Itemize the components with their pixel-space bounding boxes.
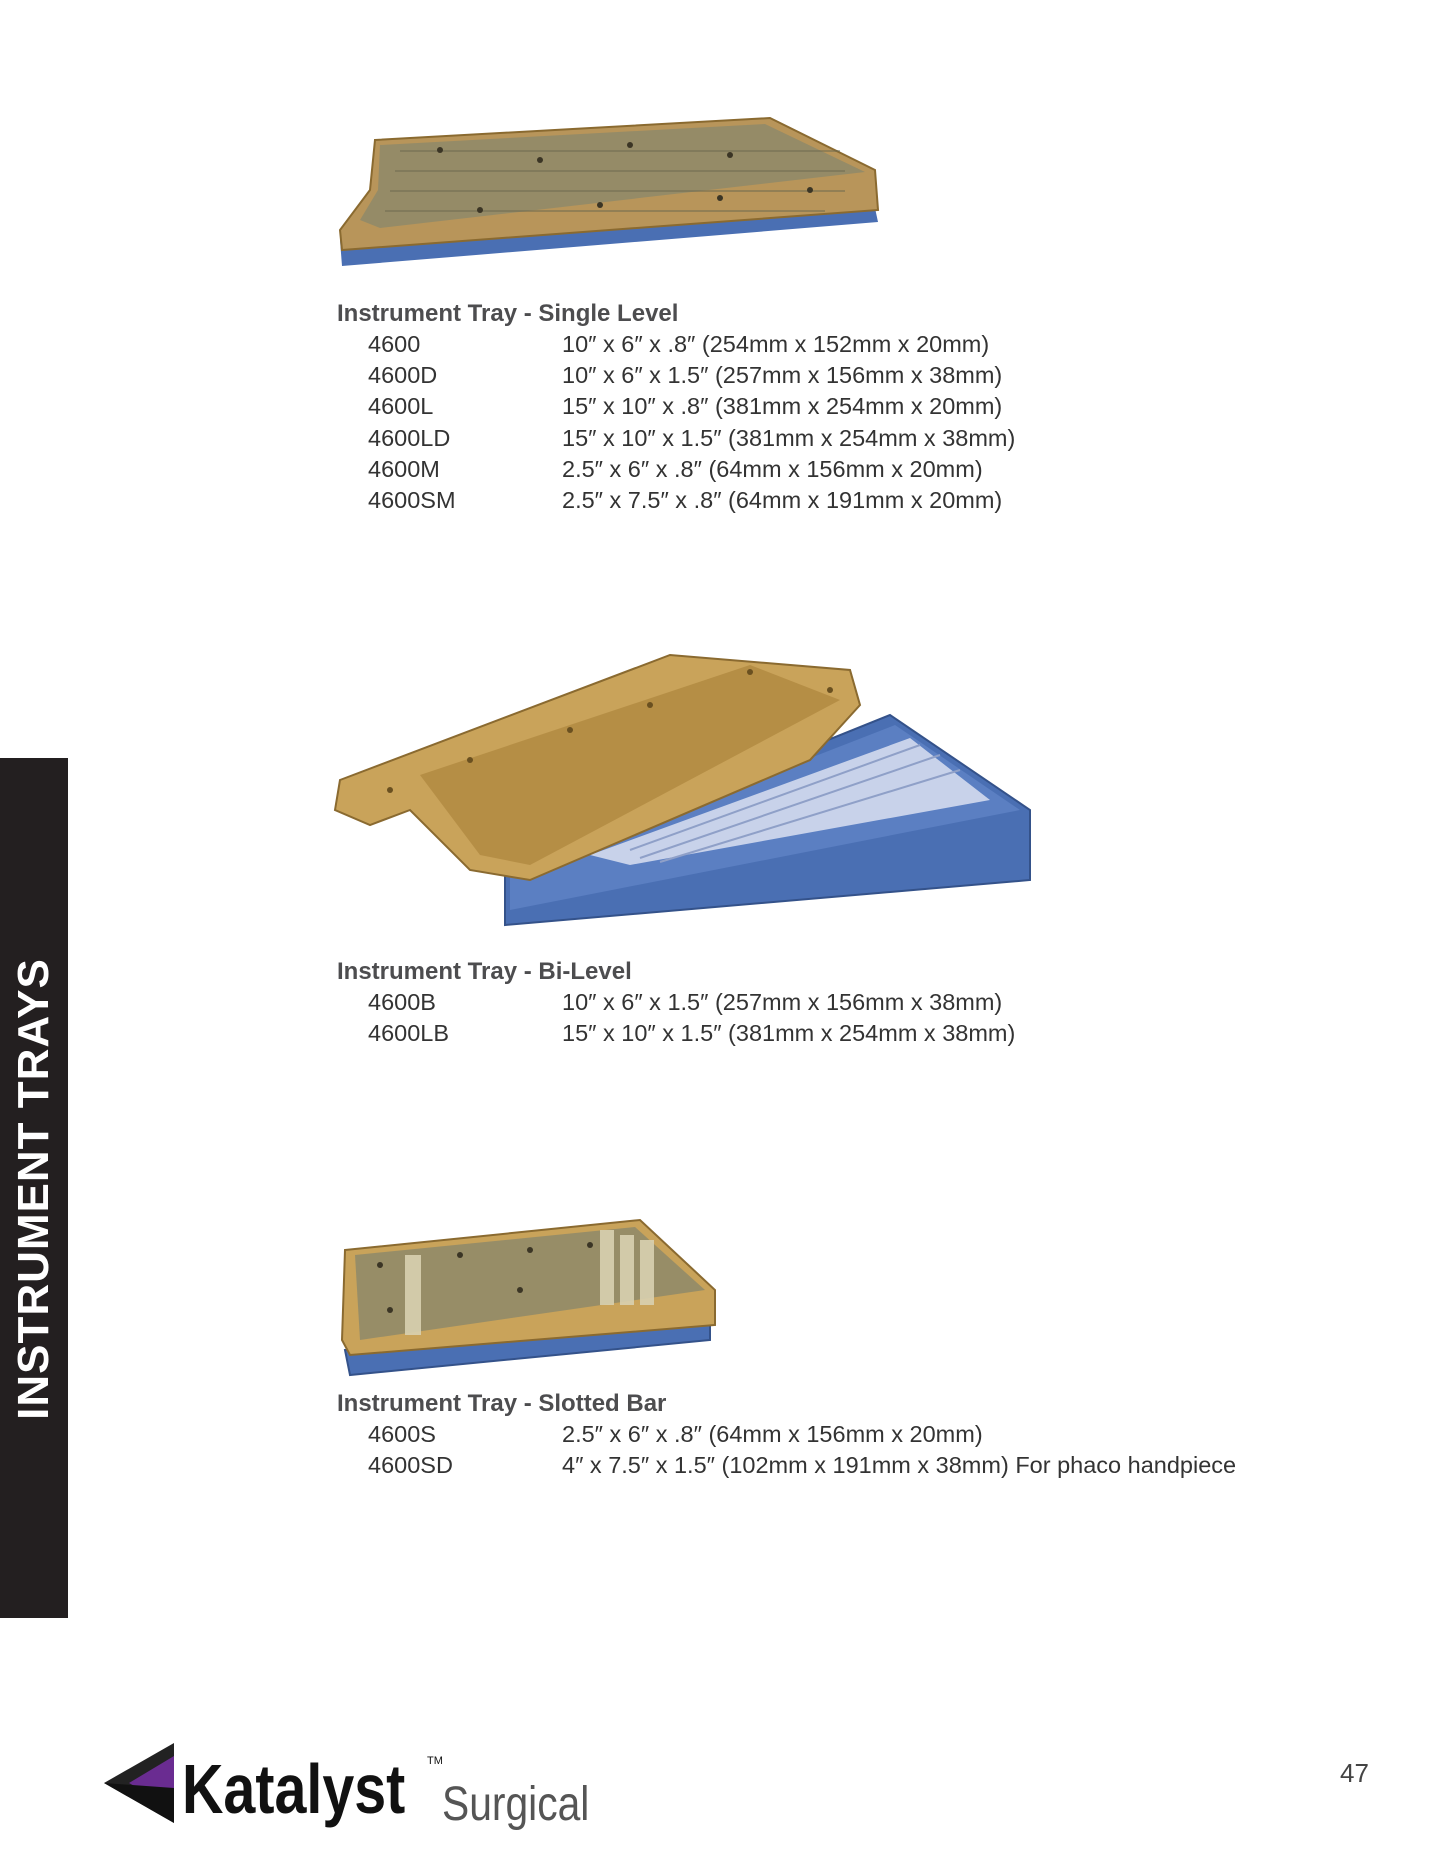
product-code: 4600M [368, 455, 440, 482]
product-code: 4600SM [368, 486, 456, 513]
single-level-tray-image [330, 110, 890, 275]
slotted-bar-tray-image [330, 1210, 730, 1385]
section-bi-level [337, 956, 1016, 1049]
product-dimensions: 10″ x 6″ x .8″ (254mm x 152mm x 20mm) [562, 331, 990, 357]
product-code: 4600SD [368, 1452, 453, 1479]
brand-suffix: Surgical [442, 1777, 590, 1831]
spec-row [337, 391, 1003, 422]
trademark-mark: TM [427, 1755, 443, 1767]
page-number: 47 [1340, 1758, 1369, 1788]
section-title: Instrument Tray - Slotted Bar [337, 1390, 667, 1417]
spec-row [337, 485, 1003, 516]
product-dimensions: 15″ x 10″ x 1.5″ (381mm x 254mm x 38mm) [562, 1020, 1016, 1047]
spec-row [337, 1018, 1016, 1049]
product-code: 4600D [368, 362, 438, 389]
product-code: 4600S [368, 1421, 436, 1447]
product-code: 4600 [368, 331, 421, 357]
product-dimensions: 4″ x 7.5″ x 1.5″ (102mm x 191mm x 38mm) For phaco handpiece [562, 1452, 1237, 1479]
product-code: 4600LB [368, 1020, 450, 1047]
product-dimensions: 2.5″ x 6″ x .8″ (64mm x 156mm x 20mm) [562, 1421, 983, 1447]
side-tab-label: INSTRUMENT TRAYS [9, 958, 58, 1420]
section-title: Instrument Tray - Bi-Level [337, 958, 632, 985]
bi-level-tray-image [330, 650, 1040, 930]
product-dimensions: 15″ x 10″ x .8″ (381mm x 254mm x 20mm) [562, 393, 1003, 420]
product-dimensions: 15″ x 10″ x 1.5″ (381mm x 254mm x 38mm) [562, 424, 1016, 451]
product-dimensions: 10″ x 6″ x 1.5″ (257mm x 156mm x 38mm) [562, 989, 1003, 1015]
section-single-level [337, 298, 1016, 516]
katalyst-surgical-logo [104, 1738, 624, 1838]
product-dimensions: 2.5″ x 6″ x .8″ (64mm x 156mm x 20mm) [562, 455, 983, 482]
product-code: 4600LD [368, 424, 451, 451]
spec-row [337, 454, 983, 485]
spec-row [337, 329, 990, 360]
spec-row [337, 1419, 983, 1450]
section-title: Instrument Tray - Single Level [337, 300, 679, 327]
product-code: 4600B [368, 989, 436, 1015]
product-dimensions: 10″ x 6″ x 1.5″ (257mm x 156mm x 38mm) [562, 362, 1003, 389]
section-slotted-bar [337, 1388, 1237, 1481]
brand-name: Katalyst [182, 1749, 406, 1829]
katalyst-triangle-icon [104, 1743, 174, 1823]
product-code: 4600L [368, 393, 434, 420]
spec-row [337, 1450, 1237, 1481]
product-dimensions: 2.5″ x 7.5″ x .8″ (64mm x 191mm x 20mm) [562, 486, 1003, 513]
spec-row [337, 360, 1003, 391]
spec-row [337, 987, 1003, 1018]
spec-row [337, 423, 1016, 454]
